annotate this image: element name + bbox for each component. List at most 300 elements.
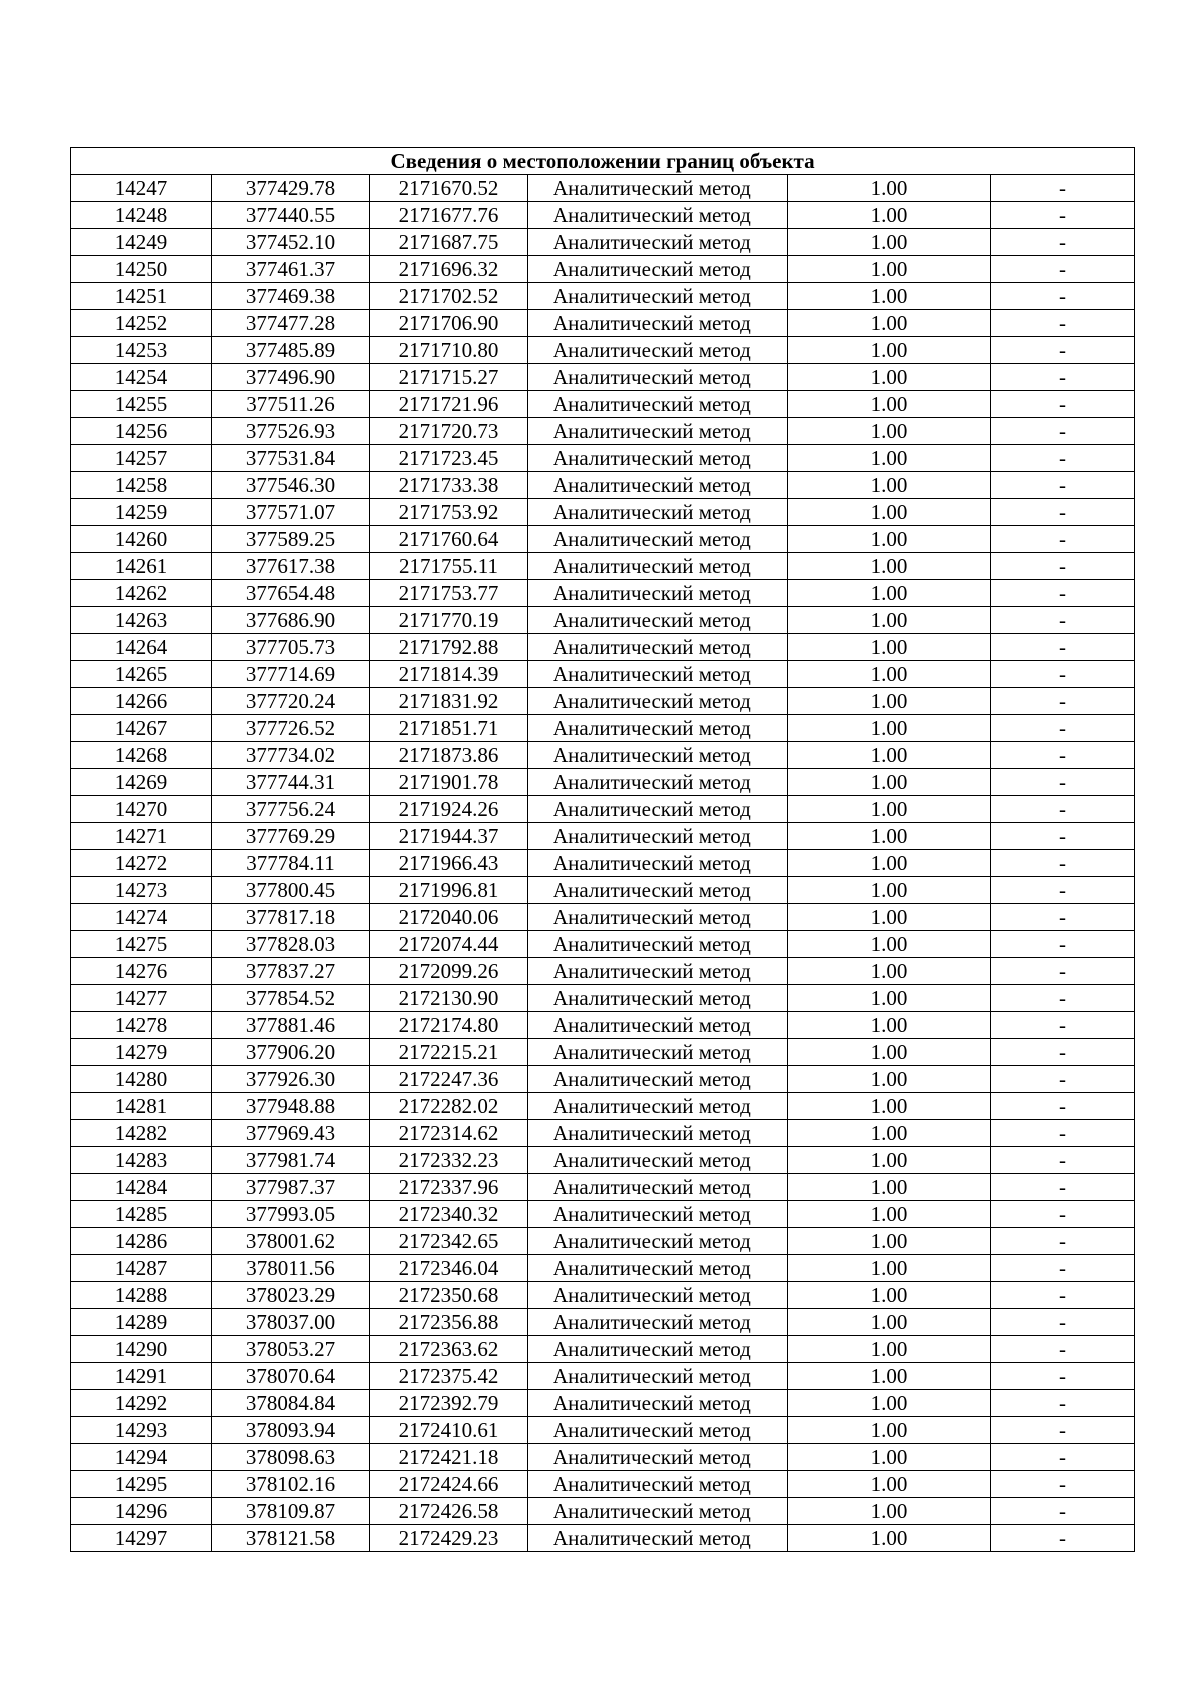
- description-cell: -: [991, 229, 1135, 256]
- description-cell: -: [991, 1471, 1135, 1498]
- method-cell: Аналитический метод: [528, 202, 788, 229]
- point-number-cell: 14287: [71, 1255, 212, 1282]
- x-coordinate-cell: 378001.62: [212, 1228, 370, 1255]
- point-number-cell: 14275: [71, 931, 212, 958]
- accuracy-cell: 1.00: [788, 175, 991, 202]
- description-cell: -: [991, 418, 1135, 445]
- method-cell: Аналитический метод: [528, 1417, 788, 1444]
- method-cell: Аналитический метод: [528, 1390, 788, 1417]
- table-row: [71, 607, 1135, 634]
- x-coordinate-cell: 377485.89: [212, 337, 370, 364]
- description-cell: -: [991, 1012, 1135, 1039]
- y-coordinate-cell: 2171753.92: [370, 499, 528, 526]
- table-row: [71, 985, 1135, 1012]
- y-coordinate-cell: 2171831.92: [370, 688, 528, 715]
- point-number-cell: 14253: [71, 337, 212, 364]
- x-coordinate-cell: 377440.55: [212, 202, 370, 229]
- y-coordinate-cell: 2171710.80: [370, 337, 528, 364]
- x-coordinate-cell: 377769.29: [212, 823, 370, 850]
- description-cell: -: [991, 1228, 1135, 1255]
- point-number-cell: 14268: [71, 742, 212, 769]
- y-coordinate-cell: 2172040.06: [370, 904, 528, 931]
- y-coordinate-cell: 2172332.23: [370, 1147, 528, 1174]
- method-cell: Аналитический метод: [528, 175, 788, 202]
- table-row: [71, 1390, 1135, 1417]
- description-cell: -: [991, 256, 1135, 283]
- method-cell: Аналитический метод: [528, 1039, 788, 1066]
- description-cell: -: [991, 175, 1135, 202]
- table-row: [71, 1012, 1135, 1039]
- table-row: [71, 553, 1135, 580]
- x-coordinate-cell: 377511.26: [212, 391, 370, 418]
- description-cell: -: [991, 688, 1135, 715]
- y-coordinate-cell: 2172350.68: [370, 1282, 528, 1309]
- x-coordinate-cell: 378070.64: [212, 1363, 370, 1390]
- accuracy-cell: 1.00: [788, 1147, 991, 1174]
- description-cell: -: [991, 634, 1135, 661]
- description-cell: -: [991, 850, 1135, 877]
- method-cell: Аналитический метод: [528, 1498, 788, 1525]
- x-coordinate-cell: 377429.78: [212, 175, 370, 202]
- table-row: [71, 472, 1135, 499]
- method-cell: Аналитический метод: [528, 580, 788, 607]
- point-number-cell: 14284: [71, 1174, 212, 1201]
- x-coordinate-cell: 377571.07: [212, 499, 370, 526]
- point-number-cell: 14294: [71, 1444, 212, 1471]
- table-body: [71, 175, 1135, 1552]
- x-coordinate-cell: 377837.27: [212, 958, 370, 985]
- method-cell: Аналитический метод: [528, 391, 788, 418]
- x-coordinate-cell: 378037.00: [212, 1309, 370, 1336]
- accuracy-cell: 1.00: [788, 553, 991, 580]
- point-number-cell: 14278: [71, 1012, 212, 1039]
- description-cell: -: [991, 526, 1135, 553]
- point-number-cell: 14262: [71, 580, 212, 607]
- y-coordinate-cell: 2172375.42: [370, 1363, 528, 1390]
- description-cell: -: [991, 553, 1135, 580]
- accuracy-cell: 1.00: [788, 634, 991, 661]
- method-cell: Аналитический метод: [528, 1201, 788, 1228]
- y-coordinate-cell: 2171696.32: [370, 256, 528, 283]
- method-cell: Аналитический метод: [528, 364, 788, 391]
- table-row: [71, 1066, 1135, 1093]
- method-cell: Аналитический метод: [528, 1120, 788, 1147]
- point-number-cell: 14259: [71, 499, 212, 526]
- table-row: [71, 904, 1135, 931]
- y-coordinate-cell: 2172421.18: [370, 1444, 528, 1471]
- description-cell: -: [991, 310, 1135, 337]
- table-row: [71, 229, 1135, 256]
- method-cell: Аналитический метод: [528, 1282, 788, 1309]
- description-cell: -: [991, 283, 1135, 310]
- method-cell: Аналитический метод: [528, 742, 788, 769]
- x-coordinate-cell: 377526.93: [212, 418, 370, 445]
- accuracy-cell: 1.00: [788, 661, 991, 688]
- y-coordinate-cell: 2172342.65: [370, 1228, 528, 1255]
- x-coordinate-cell: 377654.48: [212, 580, 370, 607]
- point-number-cell: 14276: [71, 958, 212, 985]
- point-number-cell: 14283: [71, 1147, 212, 1174]
- table-row: [71, 796, 1135, 823]
- accuracy-cell: 1.00: [788, 1417, 991, 1444]
- x-coordinate-cell: 378011.56: [212, 1255, 370, 1282]
- table-row: [71, 1282, 1135, 1309]
- y-coordinate-cell: 2171723.45: [370, 445, 528, 472]
- accuracy-cell: 1.00: [788, 688, 991, 715]
- method-cell: Аналитический метод: [528, 931, 788, 958]
- y-coordinate-cell: 2171702.52: [370, 283, 528, 310]
- table-row: [71, 499, 1135, 526]
- table-row: [71, 850, 1135, 877]
- table-row: [71, 715, 1135, 742]
- y-coordinate-cell: 2171901.78: [370, 769, 528, 796]
- table-row: [71, 445, 1135, 472]
- table-row: [71, 202, 1135, 229]
- table-row: [71, 1120, 1135, 1147]
- table-row: [71, 688, 1135, 715]
- table-row: [71, 418, 1135, 445]
- accuracy-cell: 1.00: [788, 202, 991, 229]
- y-coordinate-cell: 2172346.04: [370, 1255, 528, 1282]
- y-coordinate-cell: 2171924.26: [370, 796, 528, 823]
- point-number-cell: 14295: [71, 1471, 212, 1498]
- method-cell: Аналитический метод: [528, 1471, 788, 1498]
- accuracy-cell: 1.00: [788, 1228, 991, 1255]
- description-cell: -: [991, 742, 1135, 769]
- x-coordinate-cell: 378109.87: [212, 1498, 370, 1525]
- description-cell: -: [991, 1066, 1135, 1093]
- accuracy-cell: 1.00: [788, 337, 991, 364]
- description-cell: -: [991, 904, 1135, 931]
- table-row: [71, 1363, 1135, 1390]
- method-cell: Аналитический метод: [528, 1012, 788, 1039]
- method-cell: Аналитический метод: [528, 337, 788, 364]
- y-coordinate-cell: 2171966.43: [370, 850, 528, 877]
- description-cell: -: [991, 1120, 1135, 1147]
- accuracy-cell: 1.00: [788, 1498, 991, 1525]
- point-number-cell: 14271: [71, 823, 212, 850]
- point-number-cell: 14286: [71, 1228, 212, 1255]
- description-cell: -: [991, 391, 1135, 418]
- table-row: [71, 364, 1135, 391]
- accuracy-cell: 1.00: [788, 850, 991, 877]
- x-coordinate-cell: 377993.05: [212, 1201, 370, 1228]
- x-coordinate-cell: 377477.28: [212, 310, 370, 337]
- description-cell: -: [991, 364, 1135, 391]
- method-cell: Аналитический метод: [528, 769, 788, 796]
- description-cell: -: [991, 337, 1135, 364]
- method-cell: Аналитический метод: [528, 850, 788, 877]
- method-cell: Аналитический метод: [528, 418, 788, 445]
- point-number-cell: 14285: [71, 1201, 212, 1228]
- table-row: [71, 1255, 1135, 1282]
- description-cell: -: [991, 1498, 1135, 1525]
- x-coordinate-cell: 377969.43: [212, 1120, 370, 1147]
- description-cell: -: [991, 472, 1135, 499]
- point-number-cell: 14270: [71, 796, 212, 823]
- description-cell: -: [991, 1093, 1135, 1120]
- table-row: [71, 1093, 1135, 1120]
- method-cell: Аналитический метод: [528, 1363, 788, 1390]
- table-row: [71, 877, 1135, 904]
- table-row: [71, 1471, 1135, 1498]
- description-cell: -: [991, 796, 1135, 823]
- x-coordinate-cell: 378102.16: [212, 1471, 370, 1498]
- accuracy-cell: 1.00: [788, 1093, 991, 1120]
- point-number-cell: 14256: [71, 418, 212, 445]
- table-row: [71, 769, 1135, 796]
- y-coordinate-cell: 2172363.62: [370, 1336, 528, 1363]
- y-coordinate-cell: 2171720.73: [370, 418, 528, 445]
- accuracy-cell: 1.00: [788, 1012, 991, 1039]
- point-number-cell: 14280: [71, 1066, 212, 1093]
- accuracy-cell: 1.00: [788, 229, 991, 256]
- y-coordinate-cell: 2171996.81: [370, 877, 528, 904]
- accuracy-cell: 1.00: [788, 256, 991, 283]
- method-cell: Аналитический метод: [528, 607, 788, 634]
- y-coordinate-cell: 2172247.36: [370, 1066, 528, 1093]
- accuracy-cell: 1.00: [788, 607, 991, 634]
- x-coordinate-cell: 377744.31: [212, 769, 370, 796]
- accuracy-cell: 1.00: [788, 1390, 991, 1417]
- description-cell: -: [991, 499, 1135, 526]
- point-number-cell: 14288: [71, 1282, 212, 1309]
- accuracy-cell: 1.00: [788, 445, 991, 472]
- accuracy-cell: 1.00: [788, 1066, 991, 1093]
- x-coordinate-cell: 377734.02: [212, 742, 370, 769]
- point-number-cell: 14277: [71, 985, 212, 1012]
- point-number-cell: 14258: [71, 472, 212, 499]
- x-coordinate-cell: 377926.30: [212, 1066, 370, 1093]
- accuracy-cell: 1.00: [788, 985, 991, 1012]
- accuracy-cell: 1.00: [788, 904, 991, 931]
- method-cell: Аналитический метод: [528, 634, 788, 661]
- point-number-cell: 14296: [71, 1498, 212, 1525]
- method-cell: Аналитический метод: [528, 823, 788, 850]
- x-coordinate-cell: 377756.24: [212, 796, 370, 823]
- y-coordinate-cell: 2172215.21: [370, 1039, 528, 1066]
- x-coordinate-cell: 377987.37: [212, 1174, 370, 1201]
- table-title-row: [71, 148, 1135, 175]
- table-row: [71, 823, 1135, 850]
- x-coordinate-cell: 377981.74: [212, 1147, 370, 1174]
- point-number-cell: 14282: [71, 1120, 212, 1147]
- x-coordinate-cell: 377714.69: [212, 661, 370, 688]
- accuracy-cell: 1.00: [788, 472, 991, 499]
- y-coordinate-cell: 2171670.52: [370, 175, 528, 202]
- point-number-cell: 14273: [71, 877, 212, 904]
- description-cell: -: [991, 1390, 1135, 1417]
- y-coordinate-cell: 2171792.88: [370, 634, 528, 661]
- accuracy-cell: 1.00: [788, 310, 991, 337]
- table-row: [71, 1498, 1135, 1525]
- y-coordinate-cell: 2171733.38: [370, 472, 528, 499]
- accuracy-cell: 1.00: [788, 1525, 991, 1552]
- x-coordinate-cell: 377784.11: [212, 850, 370, 877]
- accuracy-cell: 1.00: [788, 1120, 991, 1147]
- method-cell: Аналитический метод: [528, 499, 788, 526]
- accuracy-cell: 1.00: [788, 526, 991, 553]
- description-cell: -: [991, 661, 1135, 688]
- method-cell: Аналитический метод: [528, 283, 788, 310]
- y-coordinate-cell: 2172282.02: [370, 1093, 528, 1120]
- accuracy-cell: 1.00: [788, 877, 991, 904]
- description-cell: -: [991, 1309, 1135, 1336]
- y-coordinate-cell: 2172340.32: [370, 1201, 528, 1228]
- x-coordinate-cell: 377461.37: [212, 256, 370, 283]
- point-number-cell: 14292: [71, 1390, 212, 1417]
- description-cell: -: [991, 823, 1135, 850]
- accuracy-cell: 1.00: [788, 769, 991, 796]
- point-number-cell: 14281: [71, 1093, 212, 1120]
- y-coordinate-cell: 2171851.71: [370, 715, 528, 742]
- y-coordinate-cell: 2172099.26: [370, 958, 528, 985]
- point-number-cell: 14279: [71, 1039, 212, 1066]
- y-coordinate-cell: 2171944.37: [370, 823, 528, 850]
- table-row: [71, 1228, 1135, 1255]
- x-coordinate-cell: 377496.90: [212, 364, 370, 391]
- y-coordinate-cell: 2171760.64: [370, 526, 528, 553]
- accuracy-cell: 1.00: [788, 1309, 991, 1336]
- point-number-cell: 14261: [71, 553, 212, 580]
- accuracy-cell: 1.00: [788, 742, 991, 769]
- method-cell: Аналитический метод: [528, 1228, 788, 1255]
- accuracy-cell: 1.00: [788, 1174, 991, 1201]
- point-number-cell: 14297: [71, 1525, 212, 1552]
- method-cell: Аналитический метод: [528, 472, 788, 499]
- table-row: [71, 1201, 1135, 1228]
- x-coordinate-cell: 378023.29: [212, 1282, 370, 1309]
- method-cell: Аналитический метод: [528, 985, 788, 1012]
- y-coordinate-cell: 2171721.96: [370, 391, 528, 418]
- description-cell: -: [991, 1525, 1135, 1552]
- accuracy-cell: 1.00: [788, 283, 991, 310]
- description-cell: -: [991, 1282, 1135, 1309]
- y-coordinate-cell: 2172424.66: [370, 1471, 528, 1498]
- y-coordinate-cell: 2171753.77: [370, 580, 528, 607]
- y-coordinate-cell: 2172410.61: [370, 1417, 528, 1444]
- y-coordinate-cell: 2172337.96: [370, 1174, 528, 1201]
- y-coordinate-cell: 2171677.76: [370, 202, 528, 229]
- y-coordinate-cell: 2171814.39: [370, 661, 528, 688]
- point-number-cell: 14257: [71, 445, 212, 472]
- method-cell: Аналитический метод: [528, 688, 788, 715]
- x-coordinate-cell: 378098.63: [212, 1444, 370, 1471]
- x-coordinate-cell: 377705.73: [212, 634, 370, 661]
- method-cell: Аналитический метод: [528, 1444, 788, 1471]
- table-row: [71, 526, 1135, 553]
- y-coordinate-cell: 2171706.90: [370, 310, 528, 337]
- accuracy-cell: 1.00: [788, 499, 991, 526]
- x-coordinate-cell: 377686.90: [212, 607, 370, 634]
- x-coordinate-cell: 377881.46: [212, 1012, 370, 1039]
- point-number-cell: 14248: [71, 202, 212, 229]
- table-row: [71, 1336, 1135, 1363]
- y-coordinate-cell: 2172392.79: [370, 1390, 528, 1417]
- method-cell: Аналитический метод: [528, 256, 788, 283]
- description-cell: -: [991, 1417, 1135, 1444]
- table-row: [71, 1444, 1135, 1471]
- description-cell: -: [991, 202, 1135, 229]
- table-row: [71, 175, 1135, 202]
- point-number-cell: 14293: [71, 1417, 212, 1444]
- table-row: [71, 661, 1135, 688]
- method-cell: Аналитический метод: [528, 661, 788, 688]
- method-cell: Аналитический метод: [528, 229, 788, 256]
- method-cell: Аналитический метод: [528, 904, 788, 931]
- method-cell: Аналитический метод: [528, 553, 788, 580]
- point-number-cell: 14272: [71, 850, 212, 877]
- method-cell: Аналитический метод: [528, 877, 788, 904]
- description-cell: -: [991, 1363, 1135, 1390]
- y-coordinate-cell: 2171755.11: [370, 553, 528, 580]
- y-coordinate-cell: 2171687.75: [370, 229, 528, 256]
- x-coordinate-cell: 377948.88: [212, 1093, 370, 1120]
- x-coordinate-cell: 377906.20: [212, 1039, 370, 1066]
- description-cell: -: [991, 715, 1135, 742]
- point-number-cell: 14290: [71, 1336, 212, 1363]
- table-row: [71, 580, 1135, 607]
- description-cell: -: [991, 769, 1135, 796]
- accuracy-cell: 1.00: [788, 1444, 991, 1471]
- accuracy-cell: 1.00: [788, 391, 991, 418]
- description-cell: -: [991, 931, 1135, 958]
- accuracy-cell: 1.00: [788, 1255, 991, 1282]
- x-coordinate-cell: 377720.24: [212, 688, 370, 715]
- method-cell: Аналитический метод: [528, 1336, 788, 1363]
- method-cell: Аналитический метод: [528, 1525, 788, 1552]
- point-number-cell: 14264: [71, 634, 212, 661]
- x-coordinate-cell: 377546.30: [212, 472, 370, 499]
- description-cell: -: [991, 1147, 1135, 1174]
- description-cell: -: [991, 1174, 1135, 1201]
- point-number-cell: 14265: [71, 661, 212, 688]
- table-row: [71, 1417, 1135, 1444]
- table-row: [71, 1174, 1135, 1201]
- accuracy-cell: 1.00: [788, 931, 991, 958]
- method-cell: Аналитический метод: [528, 310, 788, 337]
- table-row: [71, 1309, 1135, 1336]
- table-row: [71, 1525, 1135, 1552]
- accuracy-cell: 1.00: [788, 1471, 991, 1498]
- description-cell: -: [991, 877, 1135, 904]
- table-row: [71, 256, 1135, 283]
- method-cell: Аналитический метод: [528, 1255, 788, 1282]
- x-coordinate-cell: 377726.52: [212, 715, 370, 742]
- x-coordinate-cell: 378093.94: [212, 1417, 370, 1444]
- point-number-cell: 14263: [71, 607, 212, 634]
- description-cell: -: [991, 445, 1135, 472]
- point-number-cell: 14267: [71, 715, 212, 742]
- x-coordinate-cell: 377854.52: [212, 985, 370, 1012]
- table-row: [71, 283, 1135, 310]
- description-cell: -: [991, 1039, 1135, 1066]
- table-row: [71, 958, 1135, 985]
- method-cell: Аналитический метод: [528, 715, 788, 742]
- point-number-cell: 14289: [71, 1309, 212, 1336]
- boundary-coordinates-table: [70, 147, 1135, 1552]
- table-row: [71, 310, 1135, 337]
- y-coordinate-cell: 2171715.27: [370, 364, 528, 391]
- x-coordinate-cell: 377617.38: [212, 553, 370, 580]
- accuracy-cell: 1.00: [788, 580, 991, 607]
- description-cell: -: [991, 985, 1135, 1012]
- description-cell: -: [991, 958, 1135, 985]
- x-coordinate-cell: 377452.10: [212, 229, 370, 256]
- y-coordinate-cell: 2171770.19: [370, 607, 528, 634]
- method-cell: Аналитический метод: [528, 1174, 788, 1201]
- x-coordinate-cell: 378084.84: [212, 1390, 370, 1417]
